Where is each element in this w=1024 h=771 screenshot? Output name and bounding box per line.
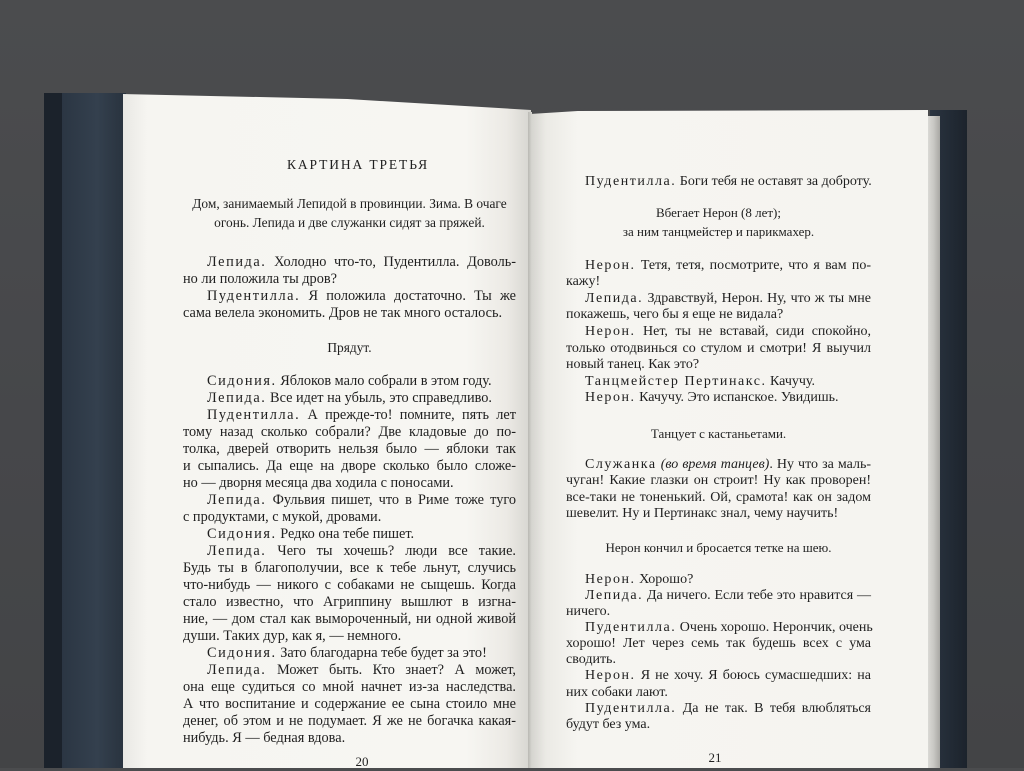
line-text: . Ну что за маль- [769, 456, 872, 472]
speech-line [566, 572, 871, 588]
speaker-name: Пудентилла. [585, 700, 677, 716]
speech [183, 390, 516, 407]
speech-line [183, 254, 516, 271]
dialogue-block [183, 373, 516, 747]
speech-line: только отодвинься со стулом и смотри! Я выучил [566, 340, 871, 356]
speech-line: денег, об этом и не подумает. Я же не богачка какая- [183, 712, 516, 729]
line-text: Да ничего. Если тебе это нравится — [647, 587, 871, 603]
speech-line [566, 390, 871, 407]
speech [183, 526, 516, 543]
stage-line: огонь. Лепида и две служанки сидят за пряжей. [214, 215, 485, 230]
speech-line: сама велела экономить. Дров не так много осталось. [183, 304, 503, 321]
speech-line: хорошо! Лет через семь так будешь всех с ума [566, 636, 871, 652]
speaker-name: Лепида. [585, 290, 644, 306]
line-text: Качучу. [770, 373, 816, 389]
speech-line: все-таки не тоненький. Ой, срамота! как он задом [566, 489, 871, 505]
scene-heading: КАРТИНА ТРЕТЬЯ [286, 157, 430, 172]
speech [183, 492, 516, 526]
speech [183, 662, 516, 747]
speaker-name: Лепида. [207, 661, 267, 678]
speech [566, 374, 871, 391]
speech-line: тому назад сколько собрали? Две кладовые до по- [183, 423, 516, 440]
speaker-name: Сидония. [207, 525, 277, 542]
speech-line: сводить. [566, 652, 616, 668]
speech-line: что-нибудь — никого с собаками не сыщешь. Когда [183, 576, 516, 593]
speech-line [183, 288, 516, 305]
speaker-name: Сидония. [207, 372, 277, 389]
speech-line [566, 374, 871, 391]
speech [566, 668, 871, 700]
dialogue-block [566, 572, 871, 733]
speaker-name: Лепида. [207, 542, 267, 559]
speech-line: она еще судиться со мной начнет из-за наследства. [183, 678, 516, 695]
speaker-name: Лепида. [207, 253, 267, 270]
line-text: Может быть. Кто знает? А может, [276, 661, 516, 678]
speaker-name: Сидония. [207, 644, 277, 661]
speech-line [183, 645, 516, 662]
book-cover-board-left [62, 93, 126, 768]
line-text: Нет, ты не вставай, сиди спокойно, [643, 324, 872, 340]
speech-line [183, 407, 516, 424]
speaker-name: Нерон. [585, 257, 636, 273]
speaker-name: Нерон. [585, 668, 636, 684]
stage-line: Дом, занимаемый Лепидой в провинции. Зима. В очаге [192, 196, 507, 211]
stage-remark: (во время танцев) [660, 456, 770, 472]
speech [183, 288, 516, 322]
speech-line: и сыпались. Да еще на дворе сколько было сложе- [183, 457, 516, 474]
stage-line: Прядут. [327, 339, 372, 355]
stage-direction [183, 339, 516, 356]
line-text: Яблоков мало собрали в этом году. [280, 372, 492, 389]
line-text: Качучу. Это испанское. Увидишь. [639, 390, 839, 406]
line-text: Фульвия пишет, что в Риме тоже туго [272, 491, 516, 508]
speech [566, 588, 871, 620]
speech-line [183, 662, 516, 679]
speech-line: покажешь, чего бы я еще не видала? [566, 307, 784, 323]
speaker-name: Пудентилла. [207, 406, 301, 423]
line-text: А прежде-то! помните, пять лет [307, 406, 516, 423]
speech-line: новый танец. Как это? [566, 357, 700, 373]
speaker-name: Нерон. [585, 571, 636, 587]
page-number-left: 20 [355, 754, 369, 769]
speech [566, 324, 871, 374]
speech-line: них собаки лают. [566, 684, 668, 700]
speech-line: с продуктами, с мукой, дровами. [183, 508, 382, 525]
line-text: Боги тебя не оставят за доброту. [679, 173, 872, 189]
speech-line: шевелит. Ну и Пертинакс знал, чему научить! [566, 506, 839, 522]
stage-direction [566, 425, 871, 442]
speaker-name: Нерон. [585, 390, 636, 406]
speech-line [566, 324, 871, 341]
speech [183, 373, 516, 390]
speech [183, 254, 516, 288]
line-text: Здравствуй, Нерон. Ну, что ж ты мне [647, 290, 871, 306]
speech-line: но ли положила ты дров? [183, 270, 337, 287]
speech [566, 620, 871, 668]
speech-line: кажу! [566, 274, 601, 290]
speech-line: души. Таких дур, как я, — немного. [183, 627, 402, 644]
speech [183, 543, 516, 645]
speech-line: нибудь. Я — бедная вдова. [183, 729, 346, 746]
speaker-name: Пудентилла. [585, 620, 677, 636]
dialogue-block [183, 254, 516, 322]
speech-line: стало известно, что Агриппину вышлют в изгна- [183, 593, 516, 610]
stage-line: Нерон кончил и бросается тетке на шею. [605, 539, 832, 555]
line-text: Тетя, тетя, посмотрите, что я вам по- [640, 257, 871, 273]
speech-line: но — дворня месяца два ходила с поносами. [183, 474, 454, 491]
speech-line [566, 588, 871, 604]
speech-line: ничего. [566, 604, 611, 620]
speaker-name: Служанка [585, 456, 657, 472]
line-text: Редко она тебе пишет. [280, 525, 415, 542]
speaker-name: Лепида. [585, 587, 644, 603]
dialogue-block [566, 457, 871, 523]
speaker-name: Пудентилла. [585, 173, 677, 189]
speech [183, 645, 516, 662]
line-text: Холодно что-то, Пудентилла. Доволь- [274, 253, 516, 270]
speech-line: чуган! Какие глазки он строит! Ну как проворен! [566, 473, 871, 489]
speech-line: толка, дверей отворить нельзя было — яблоки так [183, 440, 516, 457]
line-text: Зато благодарна тебе будет за это! [280, 644, 487, 661]
speech-line [566, 291, 871, 308]
speech-line [183, 492, 516, 509]
speech-line: будут без ума. [566, 716, 651, 732]
book-cover-edge-left [44, 93, 64, 768]
line-text: Да не так. В тебя влюбляться [682, 700, 872, 716]
speech [566, 390, 871, 407]
dialogue-block [566, 173, 871, 190]
speaker-name: Лепида. [207, 389, 267, 406]
speech-line: А что воспитание и содержание ее сына стоило мне [183, 695, 516, 712]
stage-direction [566, 539, 871, 556]
speech-line [566, 258, 871, 275]
line-text: Чего ты хочешь? люди все такие. [277, 542, 516, 559]
speech-line: Будь ты в благополучии, все к тебе льнут, случись [183, 559, 516, 576]
scene-description [183, 194, 516, 232]
speech-line [566, 668, 871, 684]
speaker-name: Лепида. [207, 491, 267, 508]
speech-line [566, 173, 871, 190]
dialogue-block [566, 258, 871, 407]
line-text: Я не хочу. Я боюсь сумасшедших: на [640, 668, 872, 684]
line-text: Хорошо? [639, 571, 694, 587]
speech [566, 173, 871, 190]
page-number-right: 21 [708, 750, 722, 765]
stage-line: Танцует с кастаньетами. [650, 425, 787, 441]
speech [183, 407, 516, 492]
stage-direction [566, 203, 871, 241]
stage-line: за ним танцмейстер и парикмахер. [622, 223, 815, 239]
speech [566, 457, 871, 523]
speech [566, 701, 871, 733]
line-text: Очень хорошо. Нерончик, очень [679, 620, 873, 636]
speaker-name: Нерон. [585, 324, 636, 340]
speech-line [183, 526, 516, 543]
speech-line [566, 701, 871, 717]
book-spine-gutter [528, 112, 532, 768]
speech-line: ние, — дом стал как вымороченный, ни одной живой [183, 610, 516, 627]
speech [566, 572, 871, 588]
line-text: Все идет на убыль, это справедливо. [270, 389, 492, 406]
speech-line [566, 457, 871, 474]
speech-line [183, 543, 516, 560]
speaker-name: Пудентилла. [207, 287, 301, 304]
speech-line [183, 390, 516, 407]
speech [566, 258, 871, 291]
stage-line: Вбегает Нерон (8 лет); [655, 204, 781, 220]
speech [566, 291, 871, 324]
speaker-name: Танцмейстер Пертинакс. [585, 373, 767, 389]
speech-line [566, 620, 871, 636]
speech-line [183, 373, 516, 390]
line-text: Я положила достаточно. Ты же [308, 287, 516, 304]
